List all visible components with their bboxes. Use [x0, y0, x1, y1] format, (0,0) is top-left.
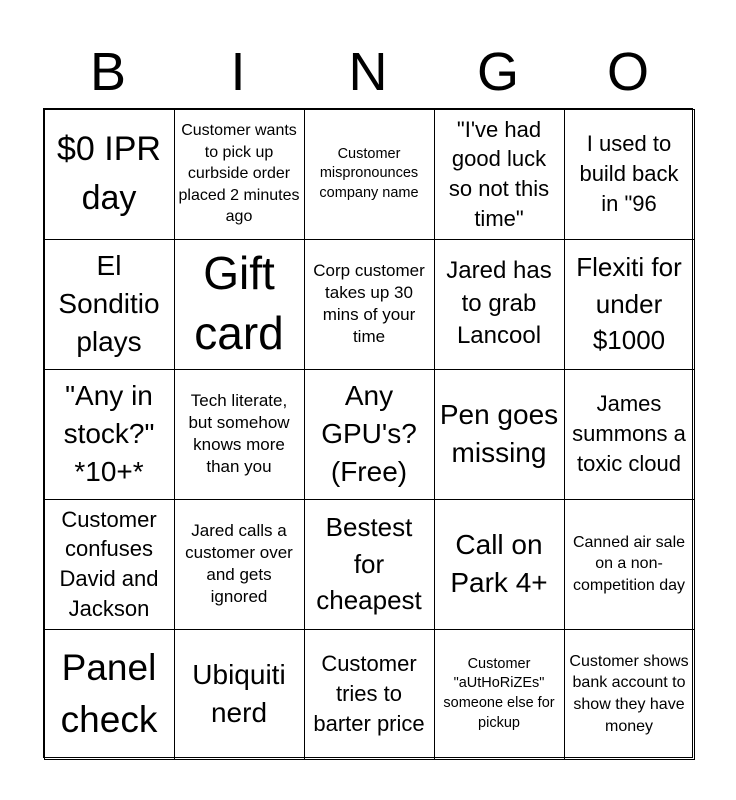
cell-text: Jared calls a customer over and gets ignored [185, 520, 293, 607]
cell-text: "Any in stock?" *10+* [63, 380, 155, 487]
bingo-cell[interactable] [44, 369, 175, 500]
cell-text: Pen goes missing [439, 399, 559, 468]
bingo-header [43, 36, 693, 108]
cell-text: Customer confuses David and Jackson [59, 506, 159, 621]
bingo-cell[interactable] [434, 109, 565, 240]
bingo-cell[interactable] [174, 499, 305, 630]
bingo-board [43, 108, 693, 758]
cell-text: Tech literate, but somehow knows more than you [188, 390, 290, 477]
cell-text: Customer shows bank account to show they have money [569, 652, 689, 735]
cell-text: El Sonditio plays [58, 250, 160, 357]
bingo-cell[interactable] [174, 109, 305, 240]
cell-text: Panel check [60, 647, 158, 740]
bingo-cell[interactable] [304, 109, 435, 240]
cell-text: James summons a toxic cloud [572, 391, 686, 476]
bingo-cell[interactable] [304, 499, 435, 630]
header-letter-b: B [89, 42, 127, 102]
cell-text: "I've had good luck so not this time" [448, 116, 550, 231]
cell-text: Customer "aUtHoRiZEs" someone else for pickup [443, 655, 555, 731]
bingo-cell[interactable] [304, 239, 435, 370]
cell-text: $0 IPR day [57, 129, 161, 217]
cell-text: Call on Park 4+ [450, 529, 548, 598]
bingo-cell[interactable] [434, 629, 565, 760]
bingo-cell[interactable] [564, 499, 695, 630]
bingo-cell[interactable] [304, 629, 435, 760]
cell-text: I used to build back in "96 [579, 131, 679, 216]
cell-text: Customer wants to pick up curbside order placed 2 minutes ago [178, 122, 300, 226]
bingo-cell[interactable] [564, 239, 695, 370]
bingo-cell[interactable] [434, 369, 565, 500]
bingo-cell[interactable] [44, 239, 175, 370]
bingo-cell[interactable] [434, 499, 565, 630]
header-letter-n: N [348, 42, 388, 102]
bingo-cell[interactable] [174, 239, 305, 370]
cell-text: Bestest for cheapest [316, 512, 422, 616]
header-letter-o: O [606, 42, 649, 102]
cell-text: Corp customer takes up 30 mins of your time [313, 260, 425, 347]
bingo-cell[interactable] [44, 629, 175, 760]
bingo-cell[interactable] [564, 109, 695, 240]
cell-text: Jared has to grab Lancool [446, 257, 552, 350]
header-letter-i: I [230, 42, 246, 102]
cell-text: Ubiquiti nerd [192, 659, 286, 728]
bingo-cell[interactable] [174, 629, 305, 760]
bingo-cell[interactable] [564, 369, 695, 500]
cell-text: Canned air sale on a non-competition day [572, 533, 686, 594]
cell-text: Customer tries to barter price [313, 651, 425, 736]
bingo-cell[interactable] [434, 239, 565, 370]
bingo-cell[interactable] [44, 499, 175, 630]
bingo-cell[interactable] [304, 369, 435, 500]
cell-text: Flexiti for under $1000 [576, 252, 682, 356]
cell-text: Customer mispronounces company name [319, 145, 419, 201]
header-letter-g: G [476, 42, 519, 102]
cell-text: Gift card [194, 247, 284, 359]
cell-text: Any GPU's? (Free) [321, 380, 417, 487]
bingo-cell[interactable] [44, 109, 175, 240]
bingo-cell[interactable] [174, 369, 305, 500]
bingo-cell[interactable] [564, 629, 695, 760]
